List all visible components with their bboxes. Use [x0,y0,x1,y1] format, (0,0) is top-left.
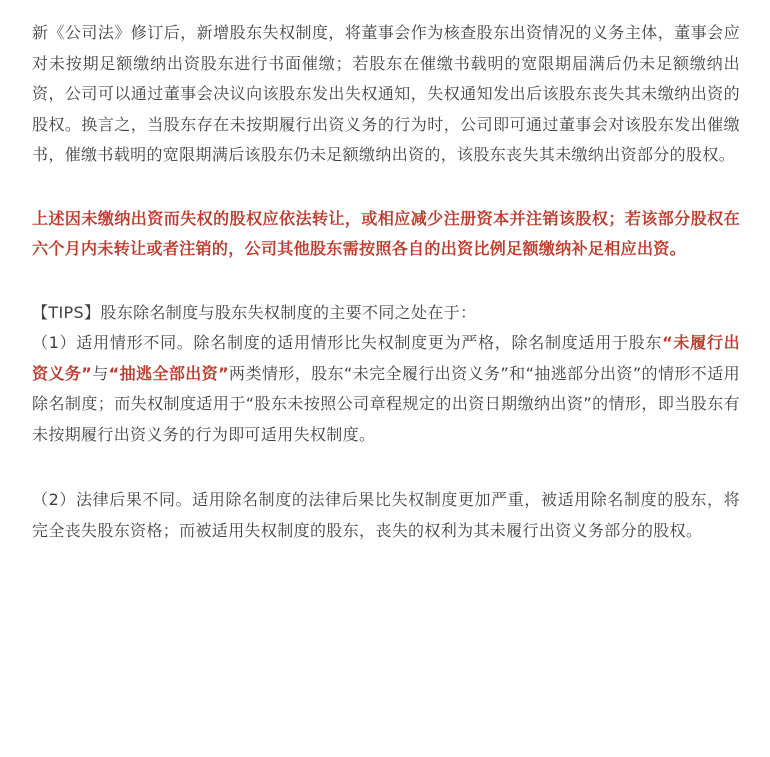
article-body [32,18,740,546]
point-1-connector: 与 [92,363,109,383]
intro-paragraph: 新《公司法》修订后，新增股东失权制度，将董事会作为核查股东出资情况的义务主体，董事会应对未按期足额缴纳出资股东进行书面催缴；若股东在催缴书载明的宽限期届满后仍未足额缴纳出资，公司可以通过董事会决议向该股东发出失权通知，失权通知发出后该股东丧失其未缴纳出资的股权。换言之，当股东存在未按期履行出资义务的行为时，公司即可通过董事会对该股东发出催缴书，催缴书载明的宽限期满后该股东仍未足额缴纳出资的，该股东丧失其未缴纳出资部分的股权。 [32,23,740,164]
point-1-suffix: 两类情形，股东“未完全履行出资义务”和“抽逃部分出资”的情形不适用除名制度；而失权制度适用于“股东未按照公司章程规定的出资日期缴纳出资”的情形，即当股东有未按期履行出资义务的行为即可适用失权制度。 [32,363,740,444]
point-1-prefix: （1）适用情形不同。除名制度的适用情形比失权制度更为严格，除名制度适用于股东 [32,333,663,352]
highlight-withdraw-all-capital: “抽逃全部出资” [108,363,229,383]
point-2-paragraph: （2）法律后果不同。适用除名制度的法律后果比失权制度更加严重，被适用除名制度的股东，将完全丧失股东资格；而被适用失权制度的股东，丧失的权利为其未履行出资义务部分的股权。 [32,490,740,540]
highlight-unfulfilled-obligation: “未履行出资义务” [32,333,740,383]
tips-heading: 【TIPS】股东除名制度与股东失权制度的主要不同之处在于： [32,302,477,322]
emphasis-paragraph: 上述因未缴纳出资而失权的股权应依法转让，或相应减少注册资本并注销该股权；若该部分股权在六个月内未转让或者注销的，公司其他股东需按照各自的出资比例足额缴纳补足相应出资。 [32,208,740,258]
point-1-paragraph [32,328,740,450]
